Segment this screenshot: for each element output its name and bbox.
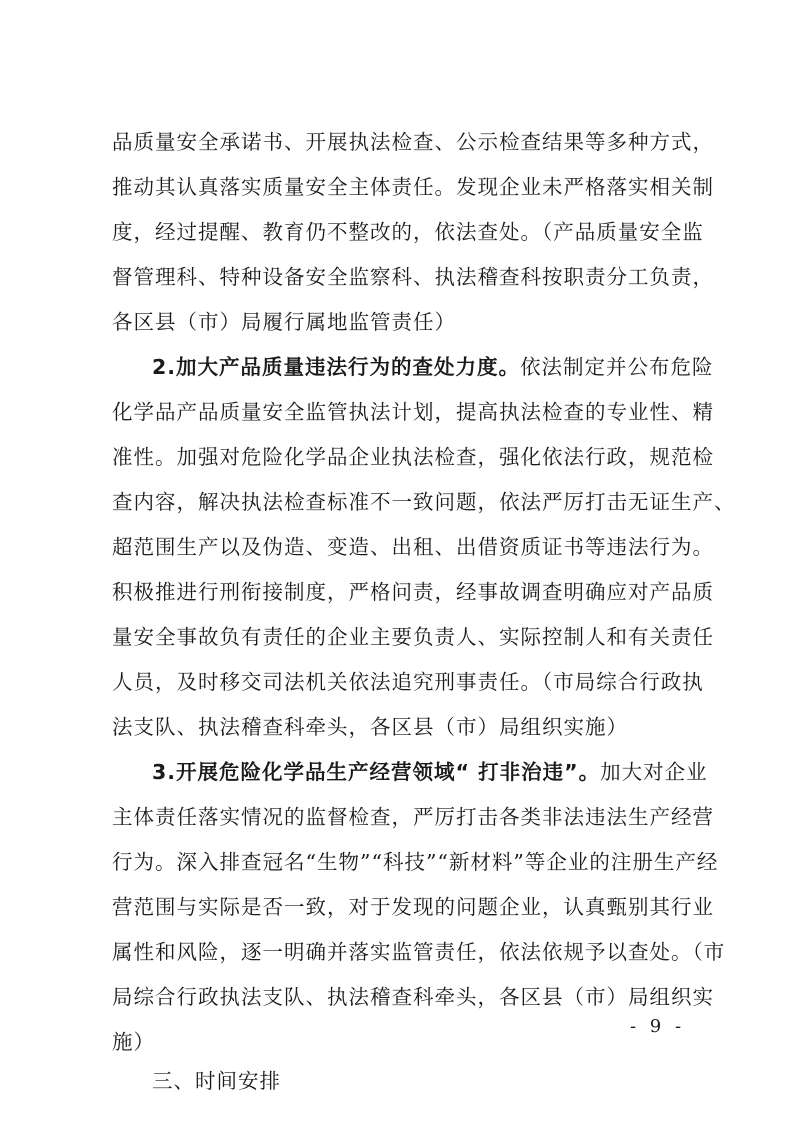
body-line: 人员，及时移交司法机关依法追究刑事责任。（市局综合行政执 bbox=[112, 670, 704, 694]
item-2-first-line bbox=[152, 352, 714, 382]
body-line: 推动其认真落实质量安全主体责任。发现企业未严格落实相关制 bbox=[112, 175, 714, 199]
body-line: 量安全事故负有责任的企业主要负责人、实际控制人和有关责任 bbox=[112, 625, 714, 649]
body-line: 局综合行政执法支队、执法稽查科牵头，各区县（市）局组织实 bbox=[112, 985, 714, 1009]
item-2-title: 2.加大产品质量违法行为的查处力度。 bbox=[152, 355, 521, 379]
body-line: 督管理科、特种设备安全监察科、执法稽查科按职责分工负责， bbox=[112, 265, 714, 289]
body-line: 准性。加强对危险化学品企业执法检查，强化依法行政，规范检 bbox=[112, 445, 714, 469]
body-line: 超范围生产以及伪造、变造、出租、出借资质证书等违法行为。 bbox=[112, 535, 714, 559]
body-line: 属性和风险，逐一明确并落实监管责任，依法依规予以查处。（市 bbox=[112, 940, 726, 964]
body-line: 品质量安全承诺书、开展执法检查、公示检查结果等多种方式， bbox=[112, 130, 714, 154]
item-3-first-line bbox=[152, 757, 708, 787]
item-2-first-line-text: 依法制定并公布危险 bbox=[520, 355, 714, 379]
body-line: 化学品产品质量安全监管执法计划，提高执法检查的专业性、精 bbox=[112, 400, 714, 424]
body-line: 行为。深入排查冠名“生物”“科技”“新材料”等企业的注册生产经 bbox=[112, 850, 719, 874]
body-line: 查内容，解决执法检查标准不一致问题，依法严厉打击无证生产、 bbox=[112, 490, 736, 514]
body-line: 主体责任落实情况的监督检查，严厉打击各类非法违法生产经营 bbox=[112, 805, 714, 829]
section-heading: 三、时间安排 bbox=[152, 1069, 281, 1093]
body-line: 积极推进行刑衔接制度，严格问责，经事故调查明确应对产品质 bbox=[112, 580, 714, 604]
body-line: 法支队、执法稽查科牵头，各区县（市）局组织实施） bbox=[112, 715, 628, 739]
body-line: 各区县（市）局履行属地监管责任） bbox=[112, 310, 456, 334]
item-3-first-line-text: 加大对企业 bbox=[600, 760, 708, 784]
body-line: 营范围与实际是否一致，对于发现的问题企业，认真甄别其行业 bbox=[112, 895, 714, 919]
body-line: 度，经过提醒、教育仍不整改的，依法查处。（产品质量安全监 bbox=[112, 220, 704, 244]
page-number: - 9 - bbox=[630, 1016, 686, 1037]
body-line: 施） bbox=[112, 1030, 155, 1054]
item-3-title: 3.开展危险化学品生产经营领域“ 打非治违”。 bbox=[152, 760, 601, 784]
